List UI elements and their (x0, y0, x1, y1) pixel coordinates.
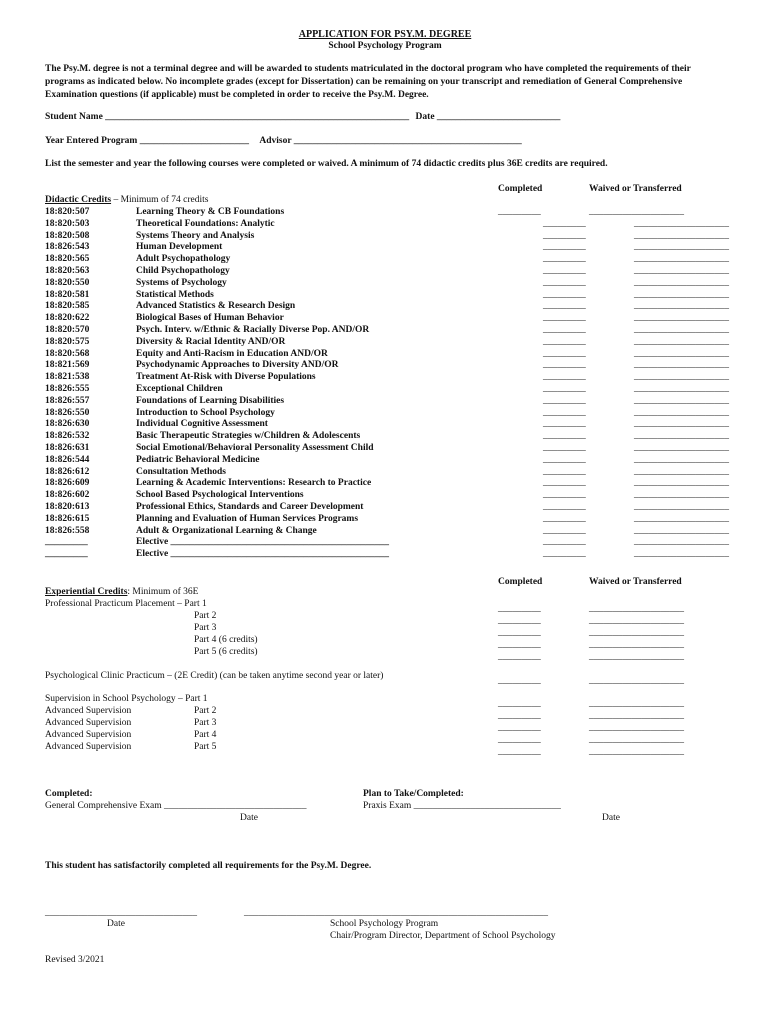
experiential-heading-suffix: : Minimum of 36E (127, 587, 199, 597)
course-row (45, 254, 729, 266)
course-code: 18:820:503 (45, 218, 90, 229)
course-title: Human Development (136, 242, 223, 253)
waived-field[interactable]: ____________________ (634, 478, 729, 489)
waived-field[interactable]: ____________________ (634, 242, 729, 253)
course-title: Statistical Methods (136, 289, 214, 300)
waived-field[interactable]: ____________________ (589, 604, 684, 614)
course-row (45, 289, 729, 302)
practicum-part-4: Part 4 (6 credits) (194, 635, 258, 645)
course-title: Adult Psychopathology (136, 254, 231, 265)
course-row (45, 525, 729, 538)
course-title: School Based Psychological Interventions (136, 490, 304, 501)
waived-field[interactable]: ____________________ (634, 336, 729, 347)
course-code: 18:826:558 (45, 525, 90, 536)
waived-field[interactable]: ____________________ (589, 640, 684, 650)
completed-field[interactable]: _________ (543, 254, 586, 265)
course-row (45, 230, 729, 243)
didactic-heading (45, 195, 208, 205)
completed-field[interactable]: _________ (543, 289, 586, 300)
completed-field[interactable]: _________ (543, 549, 586, 560)
completed-field[interactable]: _________ (543, 419, 586, 430)
completed-field[interactable]: _________ (543, 490, 586, 501)
waived-field[interactable]: ____________________ (634, 265, 729, 276)
completed-field[interactable]: _________ (543, 242, 586, 253)
course-title: Theoretical Foundations: Analytic (136, 218, 275, 229)
experiential-heading-label: Experiential Credits (45, 587, 128, 597)
waived-field[interactable]: ____________________ (634, 301, 729, 312)
course-title: Basic Therapeutic Strategies w/Children & Adolescents (136, 431, 361, 442)
waived-field[interactable]: ____________________ (634, 407, 729, 418)
completed-field[interactable]: _________ (498, 652, 541, 662)
course-code: 18:820:575 (45, 336, 90, 347)
completed-field[interactable]: _________ (543, 383, 586, 394)
waived-field[interactable]: ____________________ (589, 747, 684, 757)
course-row (45, 442, 729, 455)
completed-field[interactable]: _________ (543, 336, 586, 347)
course-code: 18:820:585 (45, 301, 90, 312)
course-row (45, 419, 729, 431)
completed-header-2: Completed (498, 577, 543, 587)
completed-field[interactable]: _________ (543, 372, 586, 383)
practicum-label: Professional Practicum Placement – Part 1 (45, 599, 207, 609)
completed-label: Completed: (45, 789, 93, 799)
course-row (45, 265, 729, 278)
year-entered-label: Year Entered Program (45, 136, 138, 146)
praxis-field[interactable]: Praxis Exam _______________________________ (363, 801, 561, 811)
advanced-supervision-5: Advanced Supervision (45, 742, 132, 752)
course-code: 18:826:602 (45, 490, 90, 501)
course-code: 18:826:555 (45, 383, 90, 394)
waived-field[interactable]: ____________________ (589, 676, 684, 686)
completed-field[interactable]: _________ (543, 525, 586, 536)
completed-field[interactable]: _________ (543, 407, 586, 418)
course-code: 18:826:557 (45, 395, 90, 406)
waived-field[interactable]: ____________________ (634, 348, 729, 359)
waived-field[interactable]: ____________________ (589, 652, 684, 662)
waived-field[interactable]: ____________________ (634, 525, 729, 536)
certification-text: This student has satisfactorily completed all requirements for the Psy.M. Degree. (45, 861, 372, 871)
course-code: 18:826:631 (45, 442, 90, 453)
course-code: 18:820:563 (45, 265, 90, 276)
course-title: Systems Theory and Analysis (136, 230, 255, 241)
completed-field[interactable]: _________ (543, 431, 586, 442)
course-code: 18:821:569 (45, 360, 90, 371)
completed-field[interactable]: _________ (543, 466, 586, 477)
course-title: Exceptional Children (136, 383, 223, 394)
course-row (45, 383, 729, 396)
completed-field[interactable]: _________ (543, 324, 586, 335)
signature-line[interactable]: ________________________________________________________________ (244, 908, 548, 918)
completed-field[interactable]: _________ (543, 537, 586, 548)
didactic-heading-suffix: – Minimum of 74 credits (111, 195, 209, 205)
course-title: Elective ______________________________________________ (136, 549, 390, 560)
completed-field[interactable]: _________ (543, 301, 586, 312)
waived-field[interactable]: ____________________ (589, 711, 684, 721)
waived-field[interactable]: ____________________ (634, 537, 729, 548)
course-code: 18:826:532 (45, 431, 90, 442)
course-row (45, 454, 729, 467)
course-row (45, 372, 729, 384)
course-title: Social Emotional/Behavioral Personality Assessment Child (136, 442, 374, 453)
course-title: Learning Theory & CB Foundations (136, 207, 285, 217)
course-title: Child Psychopathology (136, 265, 230, 276)
course-row (45, 336, 729, 349)
year-entered-field[interactable]: _______________________ (139, 136, 249, 146)
course-code: _________ (45, 537, 88, 548)
course-row (45, 207, 725, 219)
advisor-field[interactable]: ________________________________________________ (293, 136, 522, 146)
waived-field[interactable]: ____________________ (634, 442, 729, 453)
course-code: 18:826:615 (45, 513, 90, 524)
course-row (45, 537, 729, 549)
course-title: Biological Bases of Human Behavior (136, 313, 284, 324)
completed-field[interactable]: _________ (543, 513, 586, 524)
completed-field[interactable]: _________ (543, 442, 586, 453)
waived-field[interactable]: ____________________ (634, 277, 729, 288)
completed-field[interactable]: _________ (498, 616, 541, 626)
course-title: Diversity & Racial Identity AND/OR (136, 336, 286, 347)
waived-field[interactable]: ____________________ (634, 395, 729, 406)
experiential-heading (45, 587, 198, 597)
course-row (45, 277, 729, 290)
waived-field[interactable]: ____________________ (634, 230, 729, 241)
waived-field[interactable]: ____________________ (634, 454, 729, 465)
course-row (45, 242, 729, 254)
completed-field[interactable]: _________ (543, 395, 586, 406)
waived-field[interactable]: ____________________ (589, 616, 684, 626)
course-title: Systems of Psychology (136, 277, 227, 288)
course-row (45, 301, 729, 313)
instruction-text: List the semester and year the following courses were completed or waived. A minimum of 74 didactic credits plus 36E credits are required. (45, 159, 608, 169)
course-code: 18:820:613 (45, 501, 90, 512)
completed-header: Completed (498, 184, 543, 194)
completed-field[interactable]: _________ (498, 747, 541, 757)
course-code: 18:821:538 (45, 372, 90, 383)
course-code: 18:826:550 (45, 407, 90, 418)
course-row (45, 218, 729, 231)
advanced-supervision-3: Advanced Supervision (45, 718, 132, 728)
completed-field[interactable]: _________ (498, 735, 541, 745)
waived-field[interactable]: ____________________ (634, 419, 729, 430)
waived-header: Waived or Transferred (589, 184, 682, 194)
course-row (45, 466, 729, 479)
course-code: 18:826:609 (45, 478, 90, 489)
advanced-supervision-2-part: Part 2 (194, 706, 217, 716)
completed-field[interactable]: _________ (498, 604, 541, 614)
waived-field[interactable]: ____________________ (634, 431, 729, 442)
course-code: 18:820:568 (45, 348, 90, 359)
course-row (45, 348, 729, 361)
course-row (45, 324, 729, 337)
course-row (45, 395, 729, 408)
date-label: Date (415, 112, 435, 122)
completed-field[interactable]: _________ (543, 360, 586, 371)
student-name-label: Student Name (45, 112, 103, 122)
completed-field[interactable]: _________ (498, 207, 541, 217)
course-title: Individual Cognitive Assessment (136, 419, 268, 430)
waived-field[interactable]: ____________________ (634, 218, 729, 229)
clinic-practicum-label: Psychological Clinic Practicum – (2E Credit) (can be taken anytime second year or later) (45, 671, 384, 681)
course-code: 18:820:508 (45, 230, 90, 241)
course-code: 18:826:630 (45, 419, 90, 430)
course-title: Psychodynamic Approaches to Diversity AND/OR (136, 360, 339, 371)
waived-field[interactable]: ____________________ (589, 628, 684, 638)
plan-label: Plan to Take/Completed: (363, 789, 464, 799)
course-code: 18:820:550 (45, 277, 90, 288)
waived-field[interactable]: ____________________ (589, 735, 684, 745)
course-title: Introduction to School Psychology (136, 407, 275, 418)
waived-field[interactable]: ____________________ (589, 699, 684, 709)
waived-field[interactable]: ____________________ (634, 466, 729, 477)
practicum-part-5: Part 5 (6 credits) (194, 647, 258, 657)
revised-date: Revised 3/2021 (45, 955, 105, 965)
praxis-date-label: Date (602, 813, 620, 823)
course-title: Advanced Statistics & Research Design (136, 301, 296, 312)
course-code: 18:826:543 (45, 242, 90, 253)
advanced-supervision-4: Advanced Supervision (45, 730, 132, 740)
chair-label: Chair/Program Director, Department of School Psychology (330, 931, 556, 941)
page-title: APPLICATION FOR PSY.M. DEGREE (298, 29, 472, 40)
waived-field[interactable]: ____________________ (589, 723, 684, 733)
page-subtitle: School Psychology Program (328, 41, 442, 51)
student-name-field[interactable]: ________________________________________________________________ (105, 112, 410, 122)
waived-field[interactable]: ____________________ (589, 207, 684, 217)
course-title: Consultation Methods (136, 466, 226, 477)
practicum-part-2: Part 2 (194, 611, 217, 621)
waived-field[interactable]: ____________________ (634, 254, 729, 265)
completed-field[interactable]: _________ (543, 348, 586, 359)
waived-field[interactable]: ____________________ (634, 549, 729, 560)
advisor-label: Advisor (259, 136, 292, 146)
course-code: 18:826:612 (45, 466, 90, 477)
program-label: School Psychology Program (330, 919, 439, 929)
waived-field[interactable]: ____________________ (634, 360, 729, 371)
gce-field[interactable]: General Comprehensive Exam ______________________________ (45, 801, 307, 811)
course-row (45, 513, 729, 526)
advanced-supervision-4-part: Part 4 (194, 730, 217, 740)
waived-field[interactable]: ____________________ (634, 513, 729, 524)
course-title: Treatment At-Risk with Diverse Populations (136, 372, 316, 383)
course-row (45, 431, 729, 443)
waived-field[interactable]: ____________________ (634, 490, 729, 501)
course-title: Learning & Academic Interventions: Research to Practice (136, 478, 372, 489)
course-code: 18:826:544 (45, 454, 90, 465)
course-code: 18:820:622 (45, 313, 90, 324)
waived-field[interactable]: ____________________ (634, 313, 729, 324)
completed-field[interactable]: _________ (498, 699, 541, 709)
didactic-heading-label: Didactic Credits (45, 195, 112, 205)
course-code: _________ (45, 549, 88, 560)
waived-field[interactable]: ____________________ (634, 383, 729, 394)
course-row (45, 549, 729, 561)
course-row (45, 360, 729, 372)
completed-field[interactable]: _________ (543, 230, 586, 241)
advanced-supervision-5-part: Part 5 (194, 742, 217, 752)
course-title: Psych. Interv. w/Ethnic & Racially Diverse Pop. AND/OR (136, 324, 370, 335)
course-title: Equity and Anti-Racism in Education AND/OR (136, 348, 328, 359)
course-title: Foundations of Learning Disabilities (136, 395, 285, 406)
advanced-supervision-2: Advanced Supervision (45, 706, 132, 716)
signature-date-label: Date (107, 919, 125, 929)
completed-field[interactable]: _________ (543, 277, 586, 288)
waived-field[interactable]: ____________________ (634, 372, 729, 383)
waived-field[interactable]: ____________________ (634, 324, 729, 335)
waived-field[interactable]: ____________________ (634, 289, 729, 300)
course-row (45, 478, 729, 490)
gce-date-label: Date (240, 813, 258, 823)
course-list (45, 207, 729, 561)
completed-field[interactable]: _________ (543, 454, 586, 465)
completed-field[interactable]: _________ (543, 265, 586, 276)
course-row (45, 501, 729, 514)
completed-field[interactable]: _________ (498, 628, 541, 638)
year-advisor-row (45, 136, 522, 146)
completed-field[interactable]: _________ (543, 501, 586, 512)
course-row (45, 490, 729, 502)
course-title: Adult & Organizational Learning & Change (136, 525, 317, 536)
course-code: 18:820:570 (45, 324, 90, 335)
completed-field[interactable]: _________ (498, 676, 541, 686)
course-code: 18:820:507 (45, 207, 90, 217)
course-row (45, 407, 729, 420)
practicum-part-3: Part 3 (194, 623, 217, 633)
completed-field[interactable]: _________ (543, 478, 586, 489)
advanced-supervision-3-part: Part 3 (194, 718, 217, 728)
supervision-label: Supervision in School Psychology – Part 1 (45, 694, 208, 704)
course-title: Elective ______________________________________________ (136, 537, 390, 548)
course-title: Professional Ethics, Standards and Career Development (136, 501, 364, 512)
completed-field[interactable]: _________ (498, 723, 541, 733)
completed-field[interactable]: _________ (498, 711, 541, 721)
date-field[interactable]: __________________________ (436, 112, 561, 122)
waived-header-2: Waived or Transferred (589, 577, 682, 587)
student-name-row (45, 112, 560, 122)
course-code: 18:820:581 (45, 289, 90, 300)
waived-field[interactable]: ____________________ (634, 501, 729, 512)
course-code: 18:820:565 (45, 254, 90, 265)
signature-date-line[interactable]: ________________________________ (45, 908, 197, 918)
course-title: Planning and Evaluation of Human Services Programs (136, 513, 359, 524)
completed-field[interactable]: _________ (543, 313, 586, 324)
intro-paragraph: The Psy.M. degree is not a terminal degree and will be awarded to students matriculated in the doctoral program who have completed the requirements of their programs as indicated below. No incomplete grades (except for Dissertation) can be remaining on your transcript and remediation of General Comprehensive Examination questions (if applicable) must be completed in order to receive the Psy.M. Degree. (45, 64, 691, 100)
course-row (45, 313, 729, 325)
completed-field[interactable]: _________ (498, 640, 541, 650)
course-title: Pediatric Behavioral Medicine (136, 454, 260, 465)
completed-field[interactable]: _________ (543, 218, 586, 229)
